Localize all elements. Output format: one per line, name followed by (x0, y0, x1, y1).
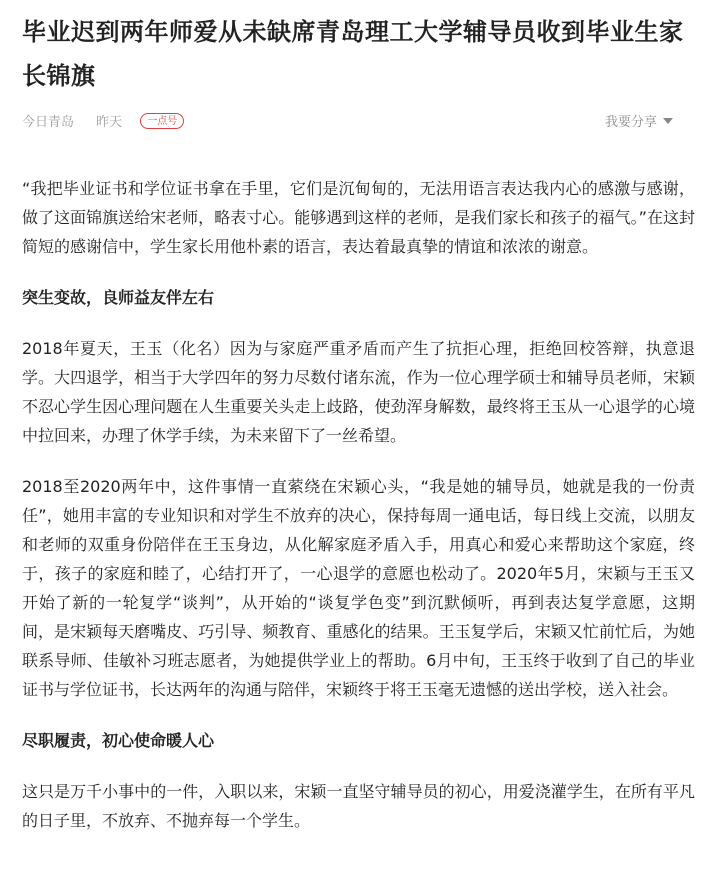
paragraph: 2018年夏天，王玉（化名）因为与家庭严重矛盾而产生了抗拒心理，拒绝回校答辩，执意退学。大四退学，相当于大学四年的努力尽数付诸东流，作为一位心理学硕士和辅导员老师，宋颖不忍心学生因心理问题在人生重要关头走上歧路，使劲浑身解数，最终将王玉从一心退学的心境中拉回来，办理了休学手续，为未来留下了一丝希望。 (22, 339, 695, 445)
section-heading: 尽职履责，初心使命暖人心 (22, 731, 215, 750)
article-title: 毕业迟到两年师爱从未缺席青岛理工大学辅导员收到毕业生家长锦旗 (22, 18, 684, 90)
share-label: 我要分享 (604, 115, 657, 130)
publish-time: 昨天 (96, 115, 123, 130)
source-badge: 一点号 (140, 113, 184, 129)
paragraph: 这只是万千小事中的一件，入职以来，宋颖一直坚守辅导员的初心，用爱浇灌学生，在所有平凡的日子里，不放弃、不抛弃每一个学生。 (22, 782, 695, 830)
article-meta (22, 112, 695, 134)
paragraph: “我把毕业证书和学位证书拿在手里，它们是沉甸甸的，无法用语言表达我内心的感激与感谢，做了这面锦旗送给宋老师，略表寸心。能够遇到这样的老师，是我们家长和孩子的福气。”在这封简短的感谢信中，学生家长用他朴素的语言，表达着最真挚的情谊和浓浓的谢意。 (22, 179, 695, 256)
chevron-down-icon (663, 118, 673, 124)
share-button[interactable] (605, 112, 673, 134)
paragraph: 2018至2020两年中，这件事情一直萦绕在宋颖心头，“我是她的辅导员，她就是我的一份责任”，她用丰富的专业知识和对学生不放弃的决心，保持每周一通电话，每日线上交流，以朋友和老师的双重身份陪伴在王玉身边，从化解家庭矛盾入手，用真心和爱心来帮助这个家庭，终于，孩子的家庭和睦了，心结打开了，一心退学的意愿也松动了。2020年5月，宋颖与王玉又开始了新的一轮复学“谈判”，从开始的“谈复学色变”到沉默倾听，再到表达复学意愿，这期间，是宋颖每天磨嘴皮、巧引导、频教育、重感化的结果。王玉复学后，宋颖又忙前忙后，为她联系导师、佳敏补习班志愿者，为她提供学业上的帮助。6月中旬，王玉终于收到了自己的毕业证书与学位证书，长达两年的沟通与陪伴，宋颖终于将王玉毫无遗憾的送出学校，送入社会。 (22, 477, 695, 699)
source-name[interactable]: 今日青岛 (22, 115, 75, 130)
article-body (22, 174, 695, 835)
section-heading: 突生变故，良师益友伴左右 (22, 288, 215, 307)
